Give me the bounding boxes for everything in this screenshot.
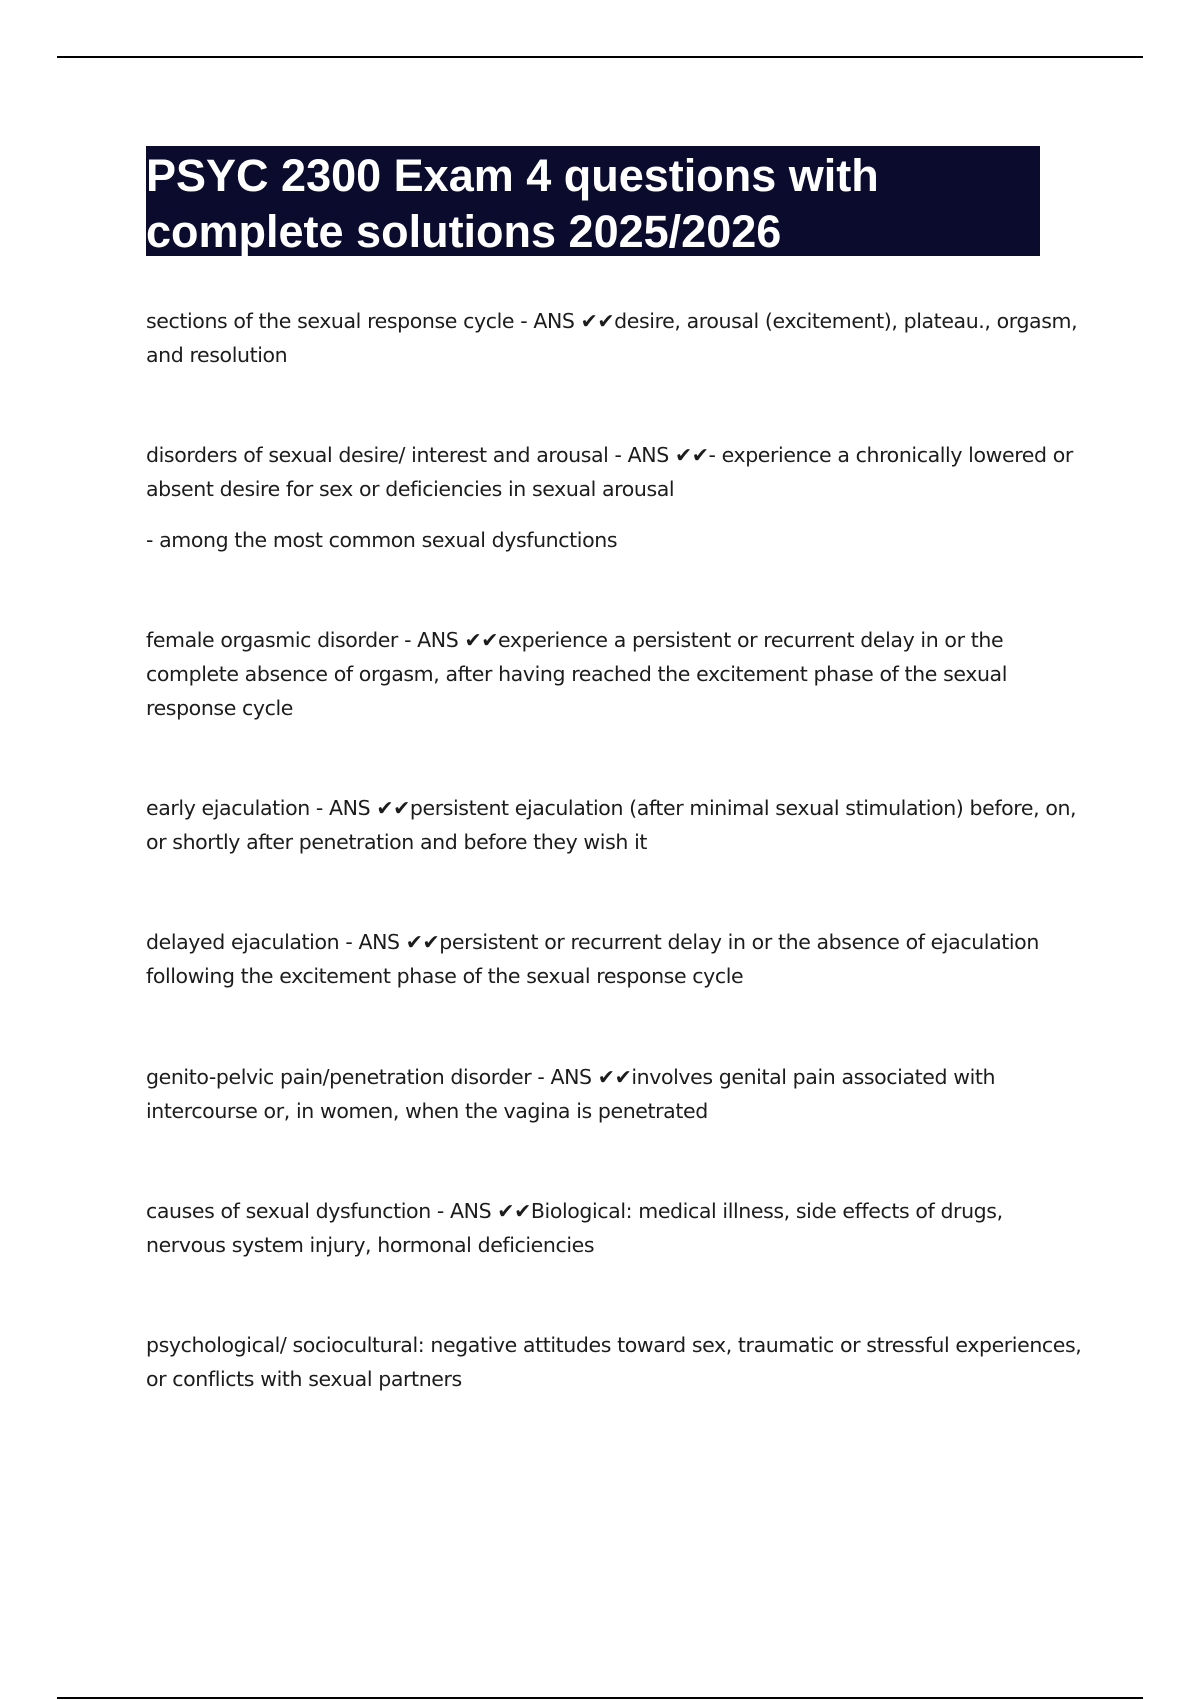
qa-sexual-response-cycle: sections of the sexual response cycle - ANS ✔✔desire, arousal (excitement), plateau., orgasm, and resolution <box>146 309 1078 367</box>
qa-psychological-sociocultural-causes: psychological/ sociocultural: negative attitudes toward sex, traumatic or stressful experiences, or conflicts with sexual partners <box>146 1333 1082 1391</box>
qa-female-orgasmic-disorder: female orgasmic disorder - ANS ✔✔experience a persistent or recurrent delay in or the complete absence of orgasm, after having reached the excitement phase of the sexual response cycle <box>146 628 1008 720</box>
document-title-banner <box>146 146 1040 256</box>
document-title-line-2: complete solutions 2025/2026 <box>146 206 782 257</box>
qa-early-ejaculation: early ejaculation - ANS ✔✔persistent ejaculation (after minimal sexual stimulation) before, on, or shortly after penetration and before they wish it <box>146 796 1077 854</box>
document-title-line-1: PSYC 2300 Exam 4 questions with <box>146 150 879 201</box>
top-rule <box>57 56 1143 58</box>
bottom-rule <box>57 1697 1143 1699</box>
qa-sexual-desire-disorders-note: - among the most common sexual dysfunctions <box>146 528 618 552</box>
qa-genito-pelvic-pain: genito-pelvic pain/penetration disorder - ANS ✔✔involves genital pain associated with intercourse or, in women, when the vagina is penetrated <box>146 1065 996 1123</box>
qa-causes-sexual-dysfunction: causes of sexual dysfunction - ANS ✔✔Biological: medical illness, side effects of drugs, nervous system injury, hormonal deficiencies <box>146 1199 1003 1257</box>
qa-sexual-desire-disorders: disorders of sexual desire/ interest and arousal - ANS ✔✔- experience a chronically lowered or absent desire for sex or deficiencies in sexual arousal <box>146 443 1073 501</box>
qa-delayed-ejaculation: delayed ejaculation - ANS ✔✔persistent or recurrent delay in or the absence of ejaculation following the excitement phase of the sexual response cycle <box>146 930 1039 988</box>
